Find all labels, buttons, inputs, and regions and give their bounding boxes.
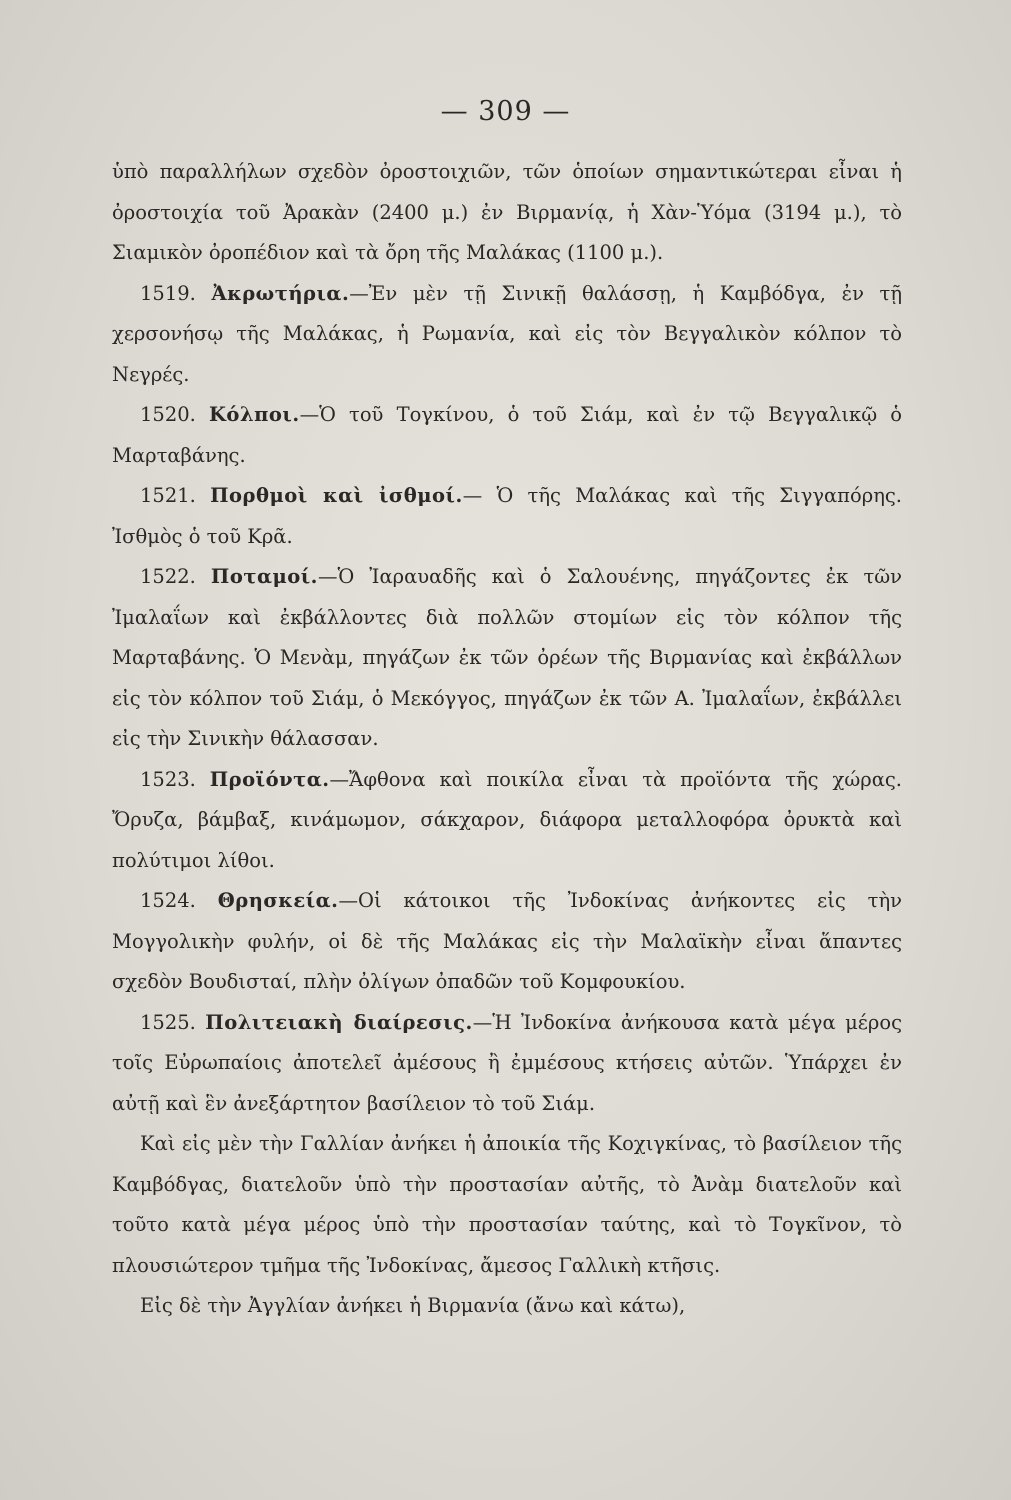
- section-number: 1522.: [140, 565, 196, 588]
- paragraph-text: — Ὁ τῆς Μαλάκας καὶ τῆς Σιγγαπόρης. Ἰσθμὸς ὁ τοῦ Κρᾶ.: [112, 484, 903, 548]
- paragraph-text: —Ἐν μὲν τῇ Σινικῇ θαλάσσῃ, ἡ Καμβόδγα, ἐν τῇ χερσονήσῳ τῆς Μαλάκας, ἡ Ρωμανία, καὶ εἰς τὸν Βεγγαλικὸν κόλπον τὸ Νεγρές.: [112, 281, 903, 386]
- page-number: — 309 —: [440, 96, 571, 127]
- paragraph-text: Καὶ εἰς μὲν τὴν Γαλλίαν ἀνήκει ἡ ἀποικία τῆς Κοχιγκίνας, τὸ βασίλειον τῆς Καμβόδγας, διατελοῦν ὑπὸ τὴν προστασίαν αὐτῆς, τὸ Ἀνὰμ διατελοῦν καὶ τοῦτο κατὰ μέγα μέρος ὑπὸ τὴν προστασίαν ταύτης, καὶ τὸ Τογκῖνον, τὸ πλουσιώτερον τμῆμα τῆς Ἰνδοκίνας, ἄμεσος Γαλλικὴ κτῆσις.: [112, 1132, 902, 1277]
- paragraph-1523: [112, 760, 902, 882]
- paragraph-text: —Ὁ τοῦ Τογκίνου, ὁ τοῦ Σιάμ, καὶ ἐν τῷ Βεγγαλικῷ ὁ Μαρταβάνης.: [112, 403, 902, 467]
- section-heading: Πορθμοὶ καὶ ἰσθμοί.: [210, 484, 463, 507]
- section-number: 1524.: [140, 889, 196, 912]
- section-heading: Ποταμοί.: [210, 565, 318, 588]
- paragraph-1519: [112, 274, 902, 396]
- paragraph-england: [112, 1286, 902, 1327]
- paragraph-continuation: [112, 152, 902, 274]
- section-heading: Πολιτειακὴ διαίρεσις.: [205, 1010, 473, 1034]
- paragraph-france: [112, 1124, 902, 1286]
- paragraph-text: —Ἡ Ἰνδοκίνα ἀνήκουσα κατὰ μέγα μέρος τοῖς Εὐρωπαίοις ἀποτελεῖ ἀμέσους ἢ ἐμμέσους κτήσεις αὐτῶν. Ὑπάρχει ἐν αὐτῇ καὶ ἓν ἀνεξάρτητον βασίλειον τὸ τοῦ Σιάμ.: [112, 1010, 902, 1115]
- paragraph-1521: [112, 476, 902, 557]
- paragraph-1525: [112, 1003, 902, 1125]
- section-number: 1525.: [140, 1010, 196, 1034]
- paragraph-text: —Ὁ Ἰαραυαδῆς καὶ ὁ Σαλουένης, πηγάζοντες ἐκ τῶν Ἰμαλαΐων καὶ ἐκβάλλοντες διὰ πολλῶν στομίων εἰς τὸν κόλπον τῆς Μαρταβάνης. Ὁ Μενὰμ, πηγάζων ἐκ τῶν ὀρέων τῆς Βιρμανίας καὶ ἐκβάλλων εἰς τὸν κόλπον τοῦ Σιάμ, ὁ Μεκόγγος, πηγάζων ἐκ τῶν Α. Ἰμαλαΐων, ἐκβάλλει εἰς τὴν Σινικὴν θάλασσαν.: [112, 565, 902, 750]
- section-heading: Θρησκεία.: [217, 889, 339, 912]
- section-heading: Κόλποι.: [208, 403, 300, 426]
- section-heading: Ἀκρωτήρια.: [211, 281, 350, 305]
- section-number: 1520.: [140, 403, 196, 426]
- page-body: [112, 152, 902, 1327]
- paragraph-1522: [112, 557, 902, 760]
- section-number: 1521.: [140, 484, 196, 507]
- section-number: 1519.: [140, 281, 196, 305]
- section-heading: Προϊόντα.: [209, 767, 330, 791]
- paragraph-text: ὑπὸ παραλλήλων σχεδὸν ὀροστοιχιῶν, τῶν ὁποίων σημαντικώτεραι εἶναι ἡ ὀροστοιχία τοῦ Ἀρακὰν (2400 μ.) ἐν Βιρμανίᾳ, ἡ Χὰν-Ὑόμα (3194 μ.), τὸ Σιαμικὸν ὀροπέδιον καὶ τὰ ὄρη τῆς Μαλάκας (1100 μ.).: [112, 160, 902, 264]
- paragraph-text: —Οἱ κάτοικοι τῆς Ἰνδοκίνας ἀνήκοντες εἰς τὴν Μογγολικὴν φυλήν, οἱ δὲ τῆς Μαλάκας εἰς τὴν Μαλαϊκὴν εἶναι ἅπαντες σχεδὸν Βουδισταί, πλὴν ὀλίγων ὀπαδῶν τοῦ Κομφουκίου.: [112, 889, 902, 993]
- section-number: 1523.: [140, 767, 196, 791]
- paragraph-1524: [112, 881, 902, 1003]
- paragraph-1520: [112, 395, 902, 476]
- paragraph-text: —Ἄφθονα καὶ ποικίλα εἶναι τὰ προϊόντα τῆς χώρας. Ὄρυζα, βάμβαξ, κινάμωμον, σάκχαρον, διάφορα μεταλλοφόρα ὀρυκτὰ καὶ πολύτιμοι λίθοι.: [112, 767, 903, 872]
- paragraph-text: Εἰς δὲ τὴν Ἀγγλίαν ἀνήκει ἡ Βιρμανία (ἄνω καὶ κάτω),: [140, 1294, 686, 1317]
